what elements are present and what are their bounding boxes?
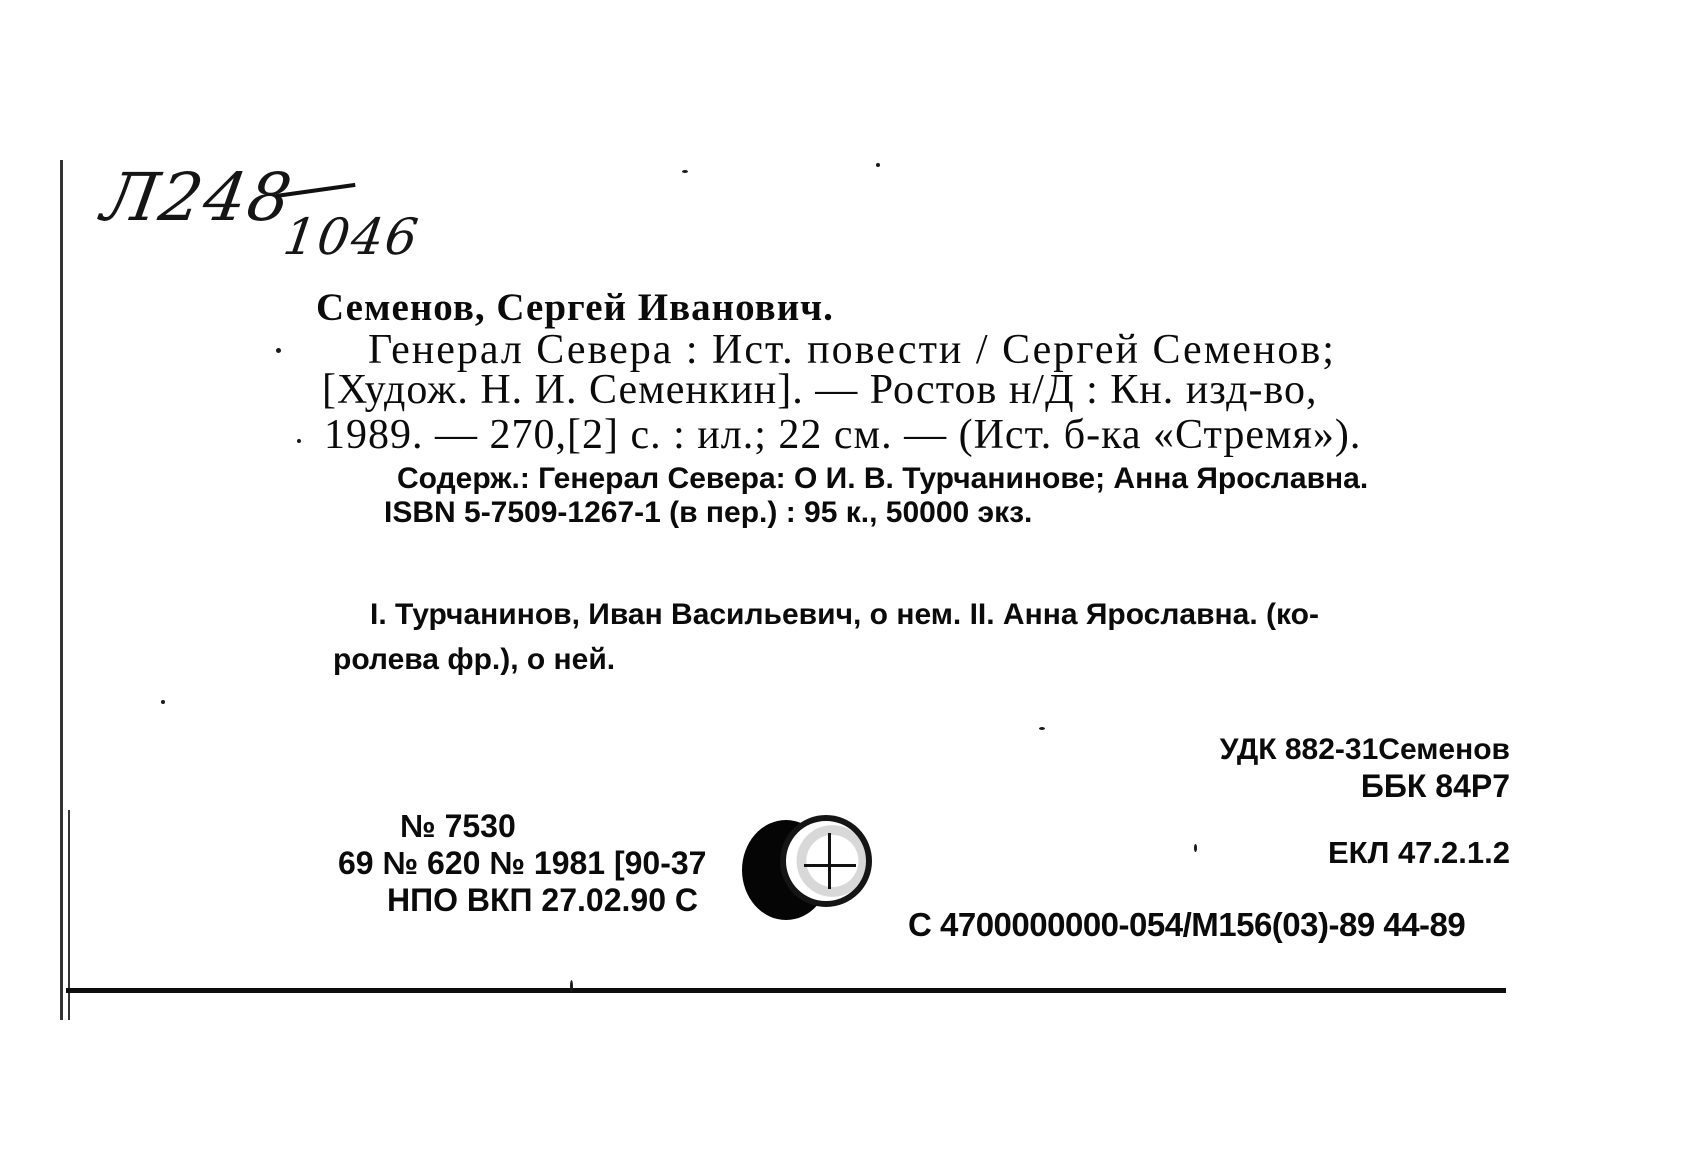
scan-speck	[682, 170, 688, 173]
scan-speck	[276, 348, 281, 353]
author-heading: Семенов, Сергей Иванович.	[316, 286, 834, 329]
scan-speck	[570, 980, 573, 992]
subject-index-line-2: ролева фр.), о ней.	[333, 643, 616, 676]
handwritten-shelf-mark: Л248	[96, 159, 299, 236]
classification-code: С 4700000000-054/М156(03)-89 44-89	[908, 906, 1466, 943]
title-line-3: 1989. — 270,[2] с. : ил.; 22 см. — (Ист. б-ка «Стремя»).	[324, 412, 1362, 458]
isbn-price-line: ISBN 5-7509-1267-1 (в пер.) : 95 к., 50000 экз.	[384, 496, 1033, 529]
ekl-code: ЕКЛ 47.2.1.2	[1327, 835, 1510, 870]
udk-code: УДК 882-31Семенов	[1219, 733, 1510, 766]
card-left-border	[60, 160, 63, 1020]
scan-speck	[161, 700, 165, 704]
print-number: № 7530	[400, 808, 516, 844]
scan-speck	[1039, 727, 1045, 730]
circular-stamp-mark	[780, 815, 872, 907]
title-line-2: [Худож. Н. И. Семенкин]. — Ростов н/Д : Кн. изд-во,	[322, 367, 1318, 413]
printer-date-line: НПО ВКП 27.02.90 С	[387, 882, 698, 918]
scan-speck	[297, 439, 301, 443]
title-line-1: Генерал Севера : Ист. повести / Сергей Семенов;	[368, 327, 1336, 373]
scan-speck	[1194, 844, 1197, 852]
bbk-code: ББК 84Р7	[1360, 768, 1510, 804]
subject-index-line-1: I. Турчанинов, Иван Васильевич, о нем. II. Анна Ярославна. (ко-	[370, 598, 1319, 631]
scan-speck	[876, 163, 880, 167]
handwritten-accession-number: 1046	[279, 208, 424, 266]
print-order-line: 69 № 620 № 1981 [90-37	[338, 845, 707, 881]
card-bottom-rule	[66, 988, 1506, 993]
contents-note: Содерж.: Генерал Севера: О И. В. Турчанинове; Анна Ярославна.	[397, 462, 1369, 495]
